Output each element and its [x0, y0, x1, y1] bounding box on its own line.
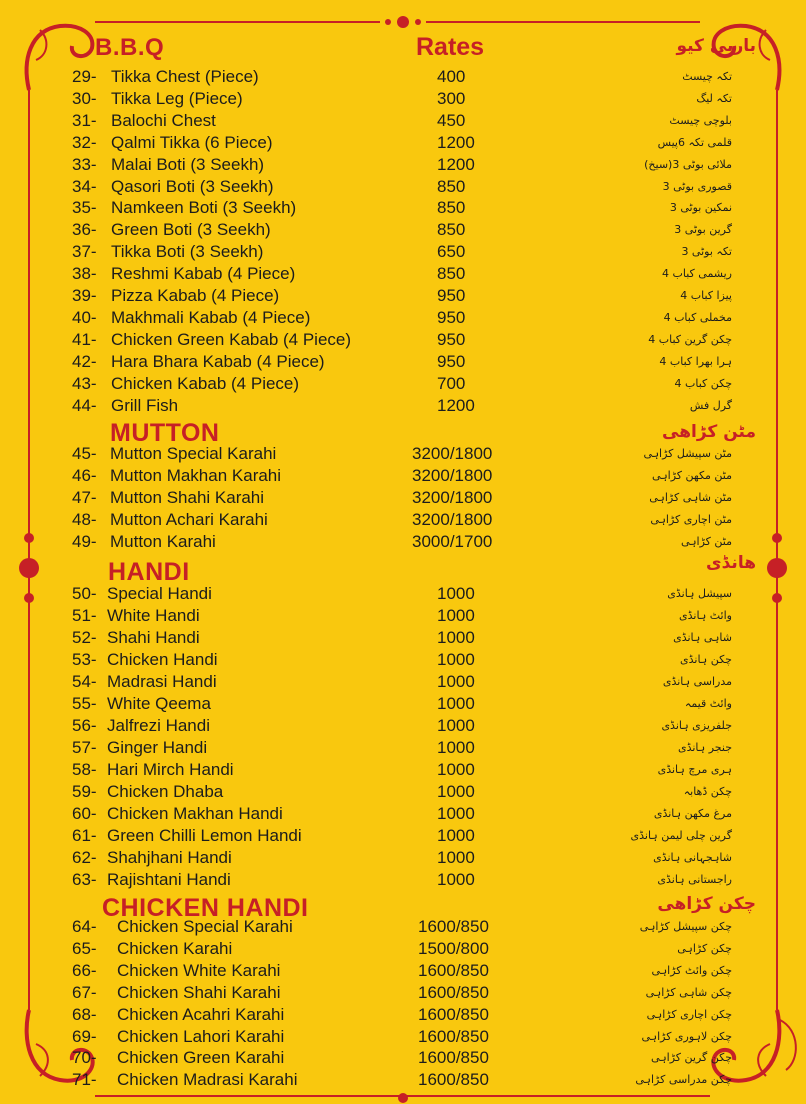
item-name: Malai Boti (3 Seekh) [111, 154, 265, 174]
item-urdu-name: بلوچی چیسٹ [669, 113, 732, 127]
item-name: Qalmi Tikka (6 Piece) [111, 132, 273, 152]
item-price: 3200/1800 [412, 488, 493, 507]
item-urdu-name: قلمی تکہ 6پیس [657, 135, 732, 149]
item-number: 45- [72, 444, 97, 463]
rates-header: Rates [416, 33, 485, 61]
item-name: Chicken Karahi [117, 938, 233, 958]
section-title-mutton: MUTTON [110, 419, 220, 447]
item-urdu-name: وائٹ قیمہ [684, 697, 732, 710]
item-name: White Handi [107, 606, 200, 625]
menu-item-row [0, 982, 806, 1004]
menu-item-row [0, 627, 806, 649]
item-price: 1000 [437, 848, 475, 867]
item-urdu-name: چکن گرین کڑاہی [651, 1051, 732, 1065]
item-name: Balochi Chest [111, 110, 216, 130]
item-number: 59- [72, 782, 97, 801]
menu-item-row [0, 395, 806, 417]
item-number: 62- [72, 848, 97, 867]
menu-item-row [0, 373, 806, 395]
item-price: 950 [437, 329, 466, 349]
item-urdu-name: مخملی کباب 4 [663, 310, 732, 324]
item-number: 57- [72, 738, 97, 757]
item-price: 850 [437, 264, 466, 284]
menu-item-row [0, 263, 806, 285]
item-urdu-name: قصوری بوٹی 3 [662, 179, 732, 193]
item-price: 3200/1800 [412, 510, 493, 529]
item-urdu-name: گرین بوٹی 3 [674, 223, 732, 237]
item-number: 53- [72, 650, 97, 669]
item-urdu-name: شاہی ہانڈی [673, 631, 732, 644]
item-urdu-name: چکن وائٹ کڑاہی [651, 963, 732, 977]
item-number: 42- [72, 351, 97, 371]
menu-item-row [0, 693, 806, 715]
menu-item-row [0, 1047, 806, 1069]
item-urdu-name: چکن کڑاہی [677, 941, 732, 955]
item-name: Makhmali Kabab (4 Piece) [111, 307, 311, 327]
menu-item-row [0, 1069, 806, 1091]
item-number: 38- [72, 264, 97, 284]
item-price: 1000 [437, 672, 475, 691]
item-number: 52- [72, 628, 97, 647]
item-price: 1600/850 [418, 1026, 489, 1046]
item-price: 950 [437, 286, 466, 305]
item-name: Ginger Handi [107, 738, 208, 757]
item-number: 63- [72, 870, 97, 889]
item-price: 1600/850 [418, 1048, 489, 1068]
menu-item-row [0, 285, 806, 307]
menu-item-row [0, 715, 806, 737]
section-title-handi: HANDI [108, 558, 190, 586]
menu-item-row [0, 487, 806, 509]
menu-item-row [0, 219, 806, 241]
item-price: 1600/850 [418, 917, 489, 936]
item-urdu-name: نمکین بوٹی 3 [669, 201, 732, 215]
item-price: 1200 [437, 132, 475, 152]
item-number: 58- [72, 760, 97, 779]
item-price: 650 [437, 242, 466, 262]
item-number: 47- [72, 488, 97, 507]
item-number: 71- [72, 1070, 97, 1090]
item-price: 1000 [437, 826, 475, 845]
item-number: 40- [72, 307, 97, 327]
item-number: 49- [72, 532, 97, 551]
item-name: Mutton Shahi Karahi [110, 488, 265, 507]
item-number: 30- [72, 88, 97, 108]
item-name: Reshmi Kabab (4 Piece) [111, 264, 296, 284]
item-urdu-name: چکن گرین کباب 4 [648, 332, 732, 346]
menu-item-row [0, 847, 806, 869]
menu-item-row [0, 307, 806, 329]
item-number: 41- [72, 329, 97, 349]
urdu-title-mutton: مٹن کڑاھی [662, 422, 756, 442]
item-urdu-name: ہری مرچ ہانڈی [657, 763, 732, 776]
menu-item-row [0, 916, 806, 938]
item-urdu-name: مٹن اچاری کڑاہی [650, 513, 732, 526]
item-urdu-name: پیزا کباب 4 [680, 289, 732, 302]
item-name: White Qeema [107, 694, 211, 713]
item-urdu-name: ہرا بھرا کباب 4 [659, 354, 732, 368]
menu-item-row [0, 649, 806, 671]
item-urdu-name: ملائی بوٹی 3(سیخ) [644, 157, 732, 171]
section-title-bbq: B.B.Q [95, 34, 165, 61]
item-urdu-name: چکن ڈھابہ [683, 785, 732, 798]
urdu-title-handi: ھانڈی [706, 553, 756, 573]
item-name: Mutton Makhan Karahi [110, 466, 282, 485]
item-number: 31- [72, 110, 97, 130]
menu-item-row [0, 88, 806, 110]
menu-item-row [0, 671, 806, 693]
item-name: Grill Fish [111, 395, 179, 415]
item-name: Tikka Leg (Piece) [111, 88, 243, 108]
item-name: Chicken Makhan Handi [107, 804, 283, 823]
item-price: 950 [437, 351, 466, 371]
item-urdu-name: گرل فش [689, 398, 732, 412]
item-name: Chicken Shahi Karahi [117, 982, 281, 1002]
menu-item-row [0, 66, 806, 88]
item-name: Hari Mirch Handi [107, 760, 234, 779]
item-urdu-name: راجستانی ہانڈی [657, 873, 732, 886]
menu-item-row [0, 1004, 806, 1026]
menu-item-row [0, 583, 806, 605]
item-name: Jalfrezi Handi [107, 716, 210, 735]
menu-item-row [0, 443, 806, 465]
item-number: 64- [72, 917, 97, 936]
item-number: 65- [72, 938, 97, 958]
item-urdu-name: چکن لاہوری کڑاہی [641, 1029, 732, 1043]
menu-item-row [0, 781, 806, 803]
item-number: 48- [72, 510, 97, 529]
item-urdu-name: ریشمی کباب 4 [662, 267, 732, 281]
item-urdu-name: چکن شاہی کڑاہی [645, 985, 732, 999]
item-price: 1000 [437, 606, 475, 625]
item-number: 55- [72, 694, 97, 713]
item-urdu-name: چکن سپیشل کڑاہی [639, 920, 732, 933]
item-price: 850 [437, 176, 466, 196]
item-urdu-name: مرغ مکھن ہانڈی [653, 807, 732, 820]
item-name: Chicken White Karahi [117, 960, 281, 980]
item-price: 1000 [437, 716, 475, 735]
item-name: Special Handi [107, 584, 212, 603]
item-urdu-name: تکہ چیسٹ [682, 70, 732, 83]
item-price: 700 [437, 373, 466, 393]
item-price: 1000 [437, 870, 475, 889]
menu-item-row [0, 329, 806, 351]
item-price: 1000 [437, 782, 475, 801]
item-name: Tikka Chest (Piece) [111, 67, 259, 86]
item-price: 950 [437, 307, 466, 327]
item-price: 1000 [437, 760, 475, 779]
item-number: 56- [72, 716, 97, 735]
item-price: 1200 [437, 154, 475, 174]
item-name: Chicken Acahri Karahi [117, 1004, 285, 1024]
menu-item-row [0, 197, 806, 219]
item-name: Chicken Green Karahi [117, 1048, 285, 1068]
item-number: 43- [72, 373, 97, 393]
item-name: Shahi Handi [107, 628, 200, 647]
item-urdu-name: جنجر ہانڈی [677, 741, 732, 754]
menu-item-row [0, 803, 806, 825]
item-urdu-name: چکن اچاری کڑاہی [646, 1007, 732, 1021]
item-number: 35- [72, 198, 97, 218]
item-number: 36- [72, 220, 97, 240]
item-price: 3200/1800 [412, 466, 493, 485]
item-urdu-name: چکن ہانڈی [680, 653, 732, 666]
item-urdu-name: وائٹ ہانڈی [679, 609, 732, 622]
item-price: 1000 [437, 804, 475, 823]
menu-item-row [0, 531, 806, 553]
item-price: 1200 [437, 395, 475, 415]
item-price: 1600/850 [418, 1070, 489, 1090]
item-number: 70- [72, 1048, 97, 1068]
item-urdu-name: شاہجہانی ہانڈی [653, 851, 732, 864]
item-urdu-name: تکہ لیگ [696, 91, 732, 105]
item-number: 50- [72, 584, 97, 603]
urdu-title-chicken: چکن کڑاھی [657, 894, 756, 914]
item-number: 68- [72, 1004, 97, 1024]
item-number: 54- [72, 672, 97, 691]
item-name: Green Chilli Lemon Handi [107, 826, 302, 845]
item-name: Chicken Kabab (4 Piece) [111, 373, 300, 393]
item-price: 1600/850 [418, 960, 489, 980]
item-price: 850 [437, 220, 466, 240]
menu-item-row [0, 465, 806, 487]
menu-item-row [0, 110, 806, 132]
menu-item-row [0, 759, 806, 781]
item-name: Qasori Boti (3 Seekh) [111, 176, 274, 196]
item-urdu-name: جلفریزی ہانڈی [661, 719, 732, 732]
item-number: 32- [72, 132, 97, 152]
item-name: Mutton Karahi [110, 532, 216, 551]
item-price: 1000 [437, 694, 475, 713]
item-price: 1000 [437, 584, 475, 603]
item-number: 69- [72, 1026, 97, 1046]
item-number: 44- [72, 395, 97, 415]
item-number: 67- [72, 982, 97, 1002]
item-price: 1500/800 [418, 938, 489, 958]
item-name: Chicken Special Karahi [117, 917, 293, 936]
item-name: Shahjhani Handi [107, 848, 232, 867]
item-price: 3000/1700 [412, 532, 493, 551]
item-price: 450 [437, 110, 466, 130]
menu-item-row [0, 938, 806, 960]
item-name: Mutton Achari Karahi [110, 510, 268, 529]
urdu-title-bbq: باربی کیو [676, 36, 756, 56]
menu-item-row [0, 825, 806, 847]
item-number: 34- [72, 176, 97, 196]
item-name: Rajishtani Handi [107, 870, 231, 889]
item-urdu-name: چکن مدراسی کڑاہی [635, 1073, 732, 1087]
item-name: Chicken Handi [107, 650, 218, 669]
item-price: 1000 [437, 628, 475, 647]
item-name: Green Boti (3 Seekh) [111, 220, 271, 240]
item-urdu-name: مٹن کڑاہی [680, 535, 732, 548]
item-number: 51- [72, 606, 97, 625]
item-urdu-name: گرین چلی لیمن ہانڈی [630, 829, 732, 842]
item-number: 61- [72, 826, 97, 845]
item-number: 66- [72, 960, 97, 980]
item-urdu-name: مٹن شاہی کڑاہی [649, 491, 732, 504]
item-price: 1000 [437, 738, 475, 757]
item-number: 29- [72, 67, 97, 86]
item-urdu-name: چکن کباب 4 [674, 376, 732, 390]
item-name: Chicken Madrasi Karahi [117, 1070, 298, 1090]
menu-item-row [0, 176, 806, 198]
menu-item-row [0, 1026, 806, 1048]
item-urdu-name: مٹن سپیشل کڑاہی [643, 447, 732, 460]
menu-item-row [0, 605, 806, 627]
item-name: Mutton Special Karahi [110, 444, 277, 463]
item-price: 3200/1800 [412, 444, 493, 463]
item-number: 39- [72, 286, 97, 305]
item-name: Hara Bhara Kabab (4 Piece) [111, 351, 325, 371]
item-name: Pizza Kabab (4 Piece) [111, 286, 280, 305]
item-price: 1600/850 [418, 982, 489, 1002]
menu-item-row [0, 960, 806, 982]
item-number: 33- [72, 154, 97, 174]
item-urdu-name: مدراسی ہانڈی [662, 675, 732, 688]
item-name: Chicken Lahori Karahi [117, 1026, 285, 1046]
section-title-chicken-handi: CHICKEN HANDI [102, 894, 309, 922]
menu-item-row [0, 509, 806, 531]
item-price: 400 [437, 67, 466, 86]
item-urdu-name: سپیشل ہانڈی [667, 587, 732, 600]
item-urdu-name: تکہ بوٹی 3 [681, 245, 732, 259]
item-number: 37- [72, 242, 97, 262]
item-price: 1000 [437, 650, 475, 669]
item-name: Chicken Dhaba [107, 782, 224, 801]
item-name: Tikka Boti (3 Seekh) [111, 242, 264, 262]
item-price: 850 [437, 198, 466, 218]
item-price: 1600/850 [418, 1004, 489, 1024]
item-number: 60- [72, 804, 97, 823]
menu-item-row [0, 351, 806, 373]
menu-item-row [0, 132, 806, 154]
menu-item-row [0, 737, 806, 759]
item-name: Chicken Green Kabab (4 Piece) [111, 329, 352, 349]
menu-item-row [0, 154, 806, 176]
item-name: Namkeen Boti (3 Seekh) [111, 198, 297, 218]
menu-item-row [0, 869, 806, 891]
item-urdu-name: مٹن مکھن کڑاہی [652, 469, 732, 482]
item-price: 300 [437, 88, 466, 108]
item-name: Madrasi Handi [107, 672, 217, 691]
menu-item-row [0, 241, 806, 263]
item-number: 46- [72, 466, 97, 485]
